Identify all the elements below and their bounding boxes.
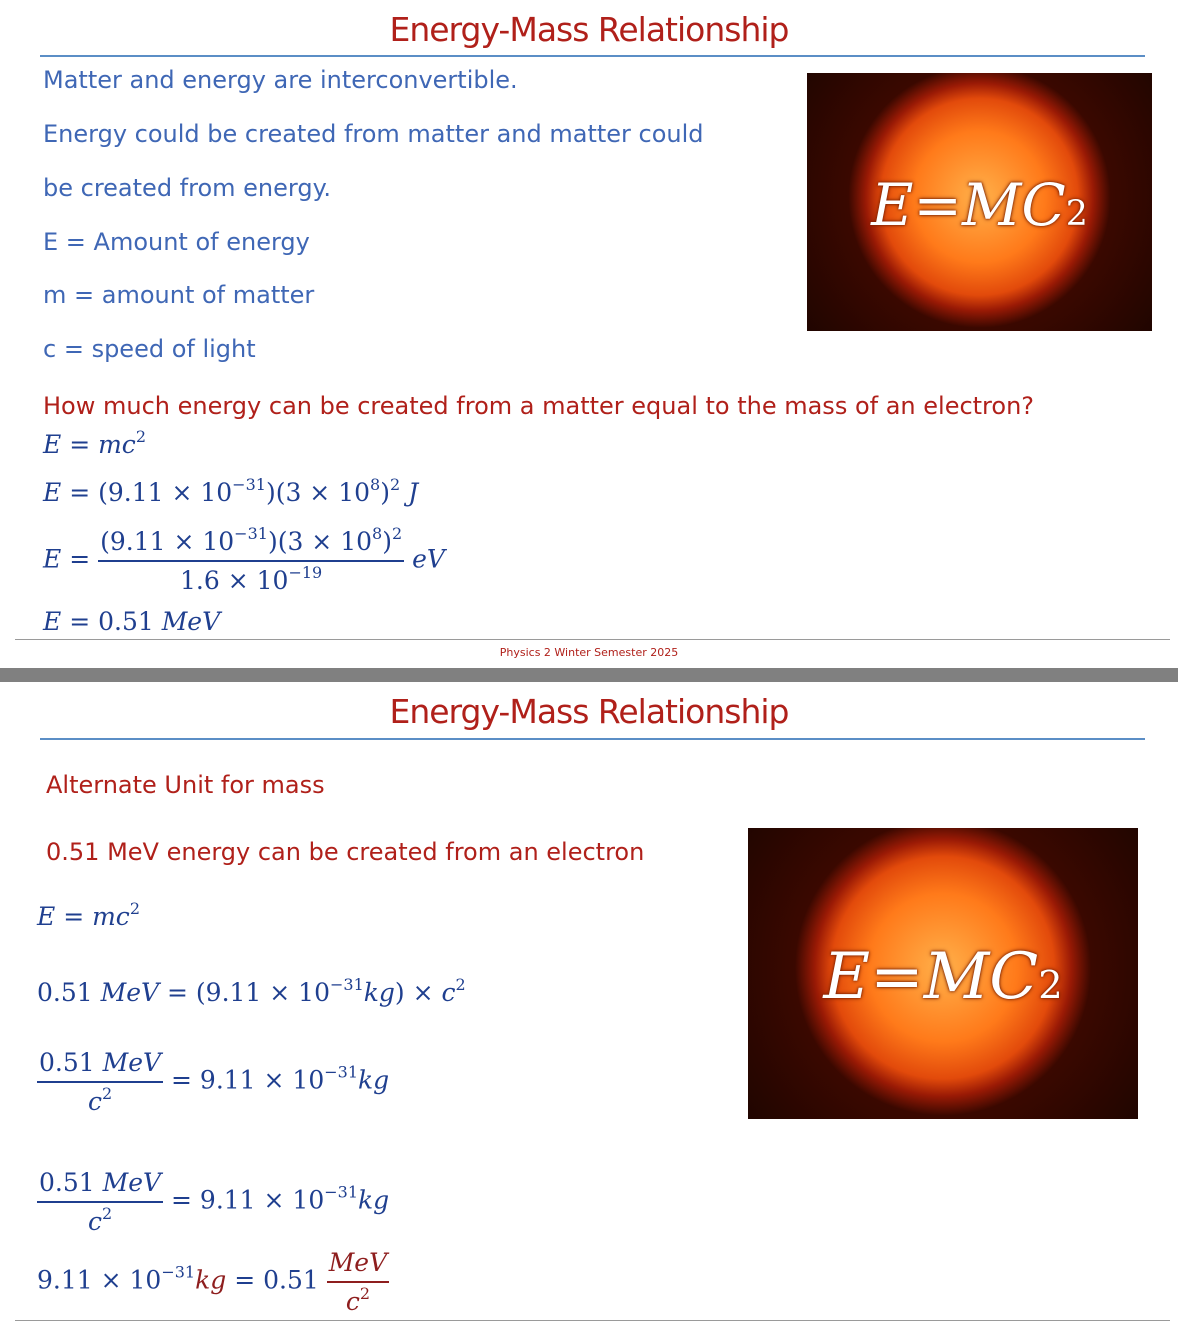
equation: $E = mc^2$ <box>43 427 146 459</box>
equation: E = 0.51 MeV <box>43 607 221 636</box>
fraction: $\frac{\text{0.51 MeV}}{c^2}$ <box>39 1168 162 1236</box>
subtitle-text: Alternate Unit for mass <box>46 771 325 799</box>
slide-title: Energy-Mass Relationship <box>389 10 789 49</box>
body-line: E = Amount of energy <box>43 228 310 256</box>
equation: $\frac{\text{0.51 MeV}}{c^2}$ = $9.11 \times 10^{-31}kg$ <box>39 1168 390 1236</box>
equation: E = $\frac{(9.11 \times 10^{-31})(3 \times 10^8)^2}{1.6 \times 10^{-19}}$ eV <box>43 524 445 595</box>
footer-line <box>15 639 1170 640</box>
body-line: Matter and energy are interconvertible. <box>43 66 518 94</box>
body-line: c = speed of light <box>43 335 256 363</box>
sun-image <box>748 828 1138 1119</box>
sun-image-caption: $E=MC^2$ <box>871 171 1088 239</box>
equation: $9.11 \times 10^{-31}kg = 0.51$ $\frac{\text{MeV}}{c^2}$ <box>37 1248 388 1316</box>
fraction: $\frac{(9.11 \times 10^{-31})(3 \times 10^8)^2}{1.6 \times 10^{-19}}$ <box>100 524 403 595</box>
equation: $E = (9.11 \times 10^{-31})(3 \times 10^8)^2$ J <box>43 475 419 507</box>
slide-title: Energy-Mass Relationship <box>389 692 789 731</box>
body-line: be created from energy. <box>43 174 331 202</box>
slide-separator <box>0 668 1178 682</box>
fraction: $\frac{\text{MeV}}{c^2}$ <box>328 1248 388 1316</box>
body-line: Energy could be created from matter and matter could <box>43 120 704 148</box>
fraction: $\frac{\text{0.51 MeV}}{c^2}$ <box>39 1048 162 1116</box>
equation: $\frac{\text{0.51 MeV}}{c^2}$ = $9.11 \times 10^{-31}kg$ <box>39 1048 390 1116</box>
question-text: How much energy can be created from a matter equal to the mass of an electron? <box>43 392 1035 420</box>
footer-line <box>15 1320 1170 1321</box>
footer-text: Physics 2 Winter Semester 2025 <box>499 646 679 659</box>
equation: $E = mc^2$ <box>37 899 140 931</box>
title-underline <box>40 738 1145 740</box>
statement-text: 0.51 MeV energy can be created from an electron <box>46 838 645 866</box>
body-line: m = amount of matter <box>43 281 315 309</box>
slide-2 <box>0 682 1178 1323</box>
sun-image <box>807 73 1152 331</box>
title-underline <box>40 55 1145 57</box>
equation: 0.51 MeV = $(9.11 \times 10^{-31}kg) \times c^2$ <box>37 975 466 1007</box>
sun-image-caption: $E=MC^2$ <box>823 940 1063 1014</box>
